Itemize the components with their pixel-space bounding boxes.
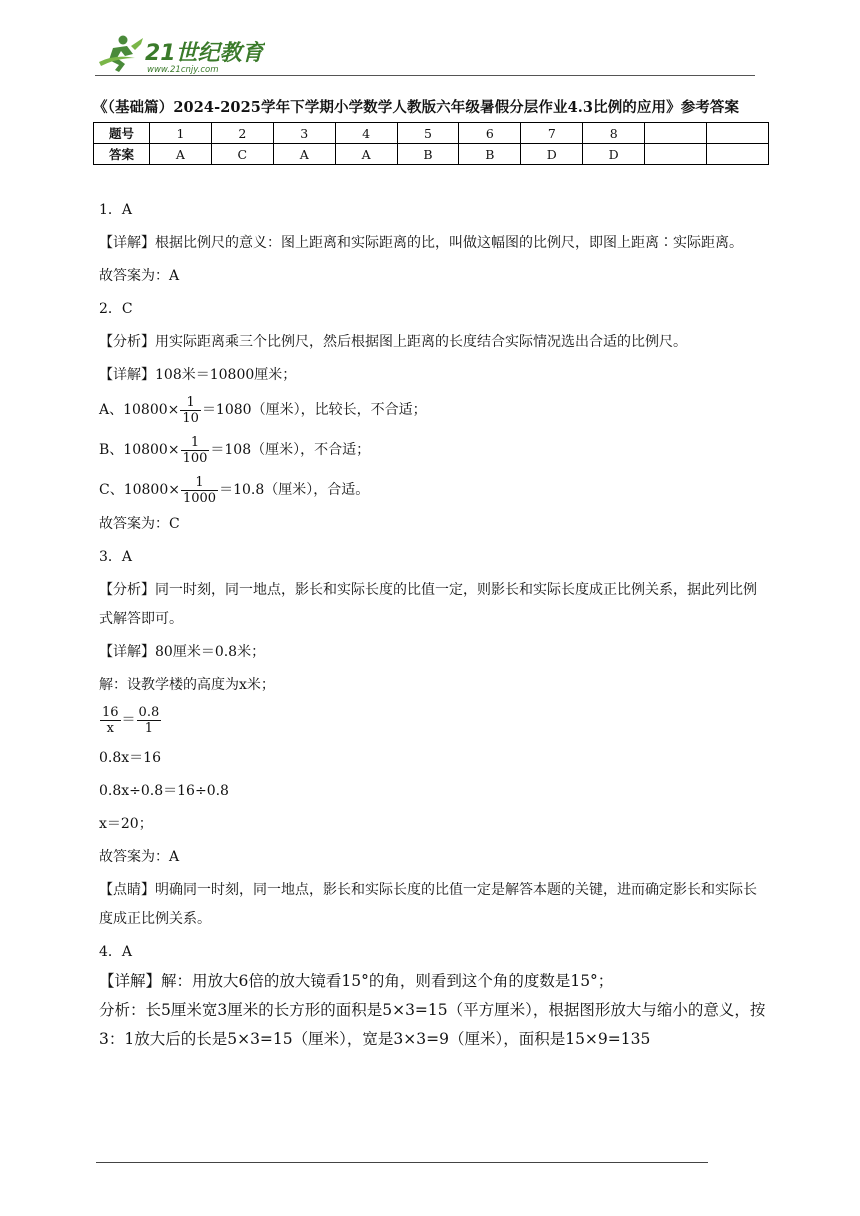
q3-heading: 3．A: [99, 549, 133, 565]
brand-logo: [95, 32, 265, 76]
q2-conclusion: 故答案为：C: [99, 516, 180, 532]
denominator: 1000: [182, 490, 217, 506]
q2-option-b: [99, 430, 767, 470]
answer-cell: [645, 144, 707, 165]
q1-conclusion: 故答案为：A: [99, 268, 180, 284]
q2-heading: 2．C: [99, 301, 133, 317]
row-label-number: 题号: [94, 123, 150, 144]
header-divider: [95, 75, 755, 76]
question-number-cell: 4: [335, 123, 397, 144]
svg-text:21世纪教育: 21世纪教育: [145, 41, 264, 66]
q2-analysis: 【分析】用实际距离乘三个比例尺，然后根据图上距离的长度结合实际情况选出合适的比例尺。: [99, 334, 687, 350]
numerator: 1: [195, 474, 204, 490]
answer-cell: D: [583, 144, 645, 165]
footer-divider: [96, 1162, 708, 1163]
fraction: [181, 475, 218, 506]
svg-text:www.21cnjy.com: www.21cnjy.com: [147, 65, 219, 75]
fraction: [180, 395, 201, 426]
question-number-cell: 1: [150, 123, 212, 144]
q3-proportion: [99, 700, 767, 740]
q2-option-c: [99, 470, 767, 510]
answer-cell: B: [397, 144, 459, 165]
q2-detail: 【详解】108米＝10800厘米；: [99, 367, 297, 383]
q2-b-prefix: B、10800×: [99, 442, 180, 458]
q2-c-prefix: C、10800×: [99, 482, 180, 498]
q1-heading: 1．A: [99, 202, 133, 218]
question-number-cell: [645, 123, 707, 144]
q4-analysis: 分析：长5厘米宽3厘米的长方形的面积是5×3=15（平方厘米），根据图形放大与缩小的意义，按3：1放大后的长是5×3=15（厘米），宽是3×3=9（厘米），面积是15×9=135: [99, 1001, 766, 1048]
fraction: [100, 705, 121, 736]
answer-table: [93, 122, 769, 165]
answer-cell: A: [150, 144, 212, 165]
fraction: [137, 705, 162, 736]
denominator: x: [100, 720, 121, 736]
q3-step-2: 0.8x÷0.8＝16÷0.8: [99, 783, 229, 799]
denominator: 10: [182, 410, 199, 426]
q2-a-prefix: A、10800×: [99, 402, 180, 418]
q2-a-result: ＝1080（厘米），比较长，不合适；: [201, 402, 427, 418]
question-number-cell: 3: [273, 123, 335, 144]
row-label-answer: 答案: [94, 144, 150, 165]
question-number-cell: 6: [459, 123, 521, 144]
numerator: 16: [102, 704, 119, 720]
numerator: 1: [186, 394, 195, 410]
q3-let: 解：设教学楼的高度为x米；: [99, 677, 275, 693]
answer-cell: A: [335, 144, 397, 165]
question-number-cell: [707, 123, 769, 144]
denominator: 100: [182, 450, 208, 466]
q3-detail: 【详解】80厘米＝0.8米；: [99, 644, 266, 660]
solutions: [99, 196, 767, 1054]
page-header: [95, 32, 755, 78]
question-number-cell: 2: [211, 123, 273, 144]
q2-b-result: ＝108（厘米），不合适；: [210, 442, 371, 458]
number-row: [94, 123, 769, 144]
fraction: [181, 435, 210, 466]
q3-analysis: 【分析】同一时刻，同一地点，影长和实际长度的比值一定，则影长和实际长度成正比例关系，据此列比例式解答即可。: [99, 582, 757, 627]
document-title: 《（基础篇）2024-2025学年下学期小学数学人教版六年级暑假分层作业4.3比例的应用》参考答案: [93, 99, 740, 116]
q2-option-a: [99, 390, 767, 430]
q3-step-1: 0.8x＝16: [99, 750, 161, 766]
numerator: 1: [190, 434, 200, 450]
q4-detail: 【详解】解：用放大6倍的放大镜看15°的角，则看到这个角的度数是15°；: [99, 972, 614, 990]
answer-cell: C: [211, 144, 273, 165]
question-number-cell: 7: [521, 123, 583, 144]
question-number-cell: 8: [583, 123, 645, 144]
denominator: 1: [137, 720, 162, 736]
answer-cell: B: [459, 144, 521, 165]
equals-sign: ＝: [121, 712, 136, 728]
answer-cell: A: [273, 144, 335, 165]
q4-heading: 4．A: [99, 944, 133, 960]
answer-row: [94, 144, 769, 165]
question-number-cell: 5: [397, 123, 459, 144]
q2-c-result: ＝10.8（厘米），合适。: [219, 482, 370, 498]
answer-cell: D: [521, 144, 583, 165]
q3-tip: 【点睛】明确同一时刻，同一地点，影长和实际长度的比值一定是解答本题的关键，进而确定影长和实际长度成正比例关系。: [99, 882, 757, 927]
numerator: 0.8: [138, 704, 160, 720]
q3-step-3: x＝20；: [99, 816, 153, 832]
q1-detail: 【详解】根据比例尺的意义：图上距离和实际距离的比，叫做这幅图的比例尺，即图上距离∶实际距离。: [99, 235, 743, 251]
q3-conclusion: 故答案为：A: [99, 849, 180, 865]
answer-cell: [707, 144, 769, 165]
